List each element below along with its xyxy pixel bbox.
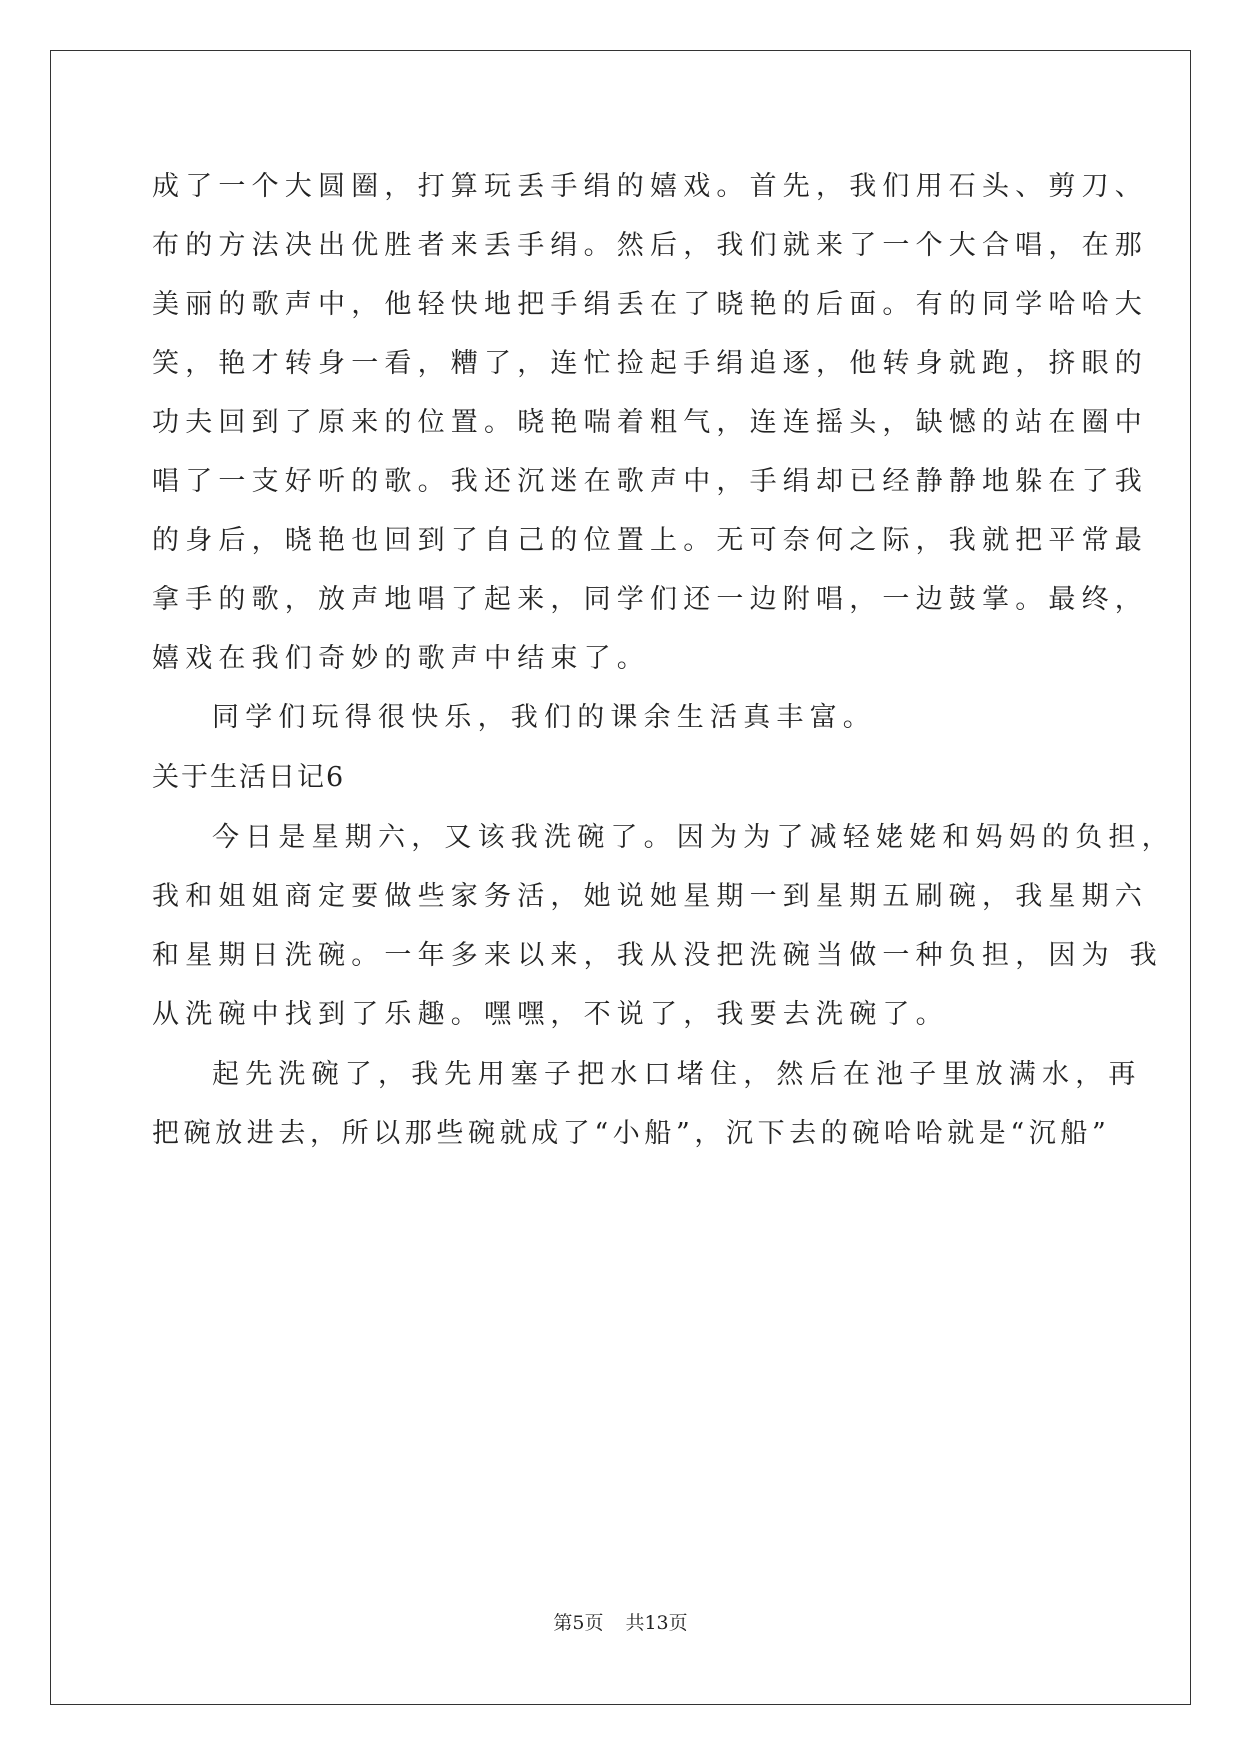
paragraph-line: 今日是星期六，又该我洗碗了。因为为了减轻姥姥和妈妈的负担，	[212, 822, 1175, 853]
paragraph-line: 唱了一支好听的歌。我还沉迷在歌声中，手绢却已经静静地躲在了我	[152, 466, 1148, 497]
section-heading: 关于生活日记6	[152, 762, 346, 793]
paragraph-line: 功夫回到了原来的位置。晓艳喘着粗气，连连摇头，缺憾的站在圈中	[152, 407, 1148, 438]
page-number: 第5页	[553, 1612, 604, 1634]
paragraph-line: 笑，艳才转身一看，糟了，连忙捡起手绢追逐，他转身就跑，挤眼的	[152, 348, 1148, 379]
paragraph-line: 成了一个大圆圈，打算玩丢手绢的嬉戏。首先，我们用石头、剪刀、	[152, 171, 1148, 202]
paragraph-line: 拿手的歌，放声地唱了起来，同学们还一边附唱，一边鼓掌。最终，	[152, 584, 1148, 615]
paragraph-line: 我和姐姐商定要做些家务活，她说她星期一到星期五刷碗，我星期六	[152, 881, 1148, 912]
paragraph-line: 同学们玩得很快乐，我们的课余生活真丰富。	[212, 702, 876, 733]
paragraph-line: 的身后，晓艳也回到了自己的位置上。无可奈何之际，我就把平常最	[152, 525, 1148, 556]
paragraph-line: 把碗放进去，所以那些碗就成了“小船”，沉下去的碗哈哈就是“沉船”	[152, 1118, 1111, 1149]
paragraph-line: 美丽的歌声中，他轻快地把手绢丢在了晓艳的后面。有的同学哈哈大	[152, 289, 1148, 320]
paragraph-line: 起先洗碗了，我先用塞子把水口堵住，然后在池子里放满水，再	[212, 1059, 1142, 1090]
paragraph-line: 嬉戏在我们奇妙的歌声中结束了。	[152, 643, 650, 674]
paragraph-line: 布的方法决出优胜者来丢手绢。然后，我们就来了一个大合唱，在那	[152, 230, 1148, 261]
page-total: 共13页	[625, 1612, 688, 1634]
paragraph-line: 从洗碗中找到了乐趣。嘿嘿，不说了，我要去洗碗了。	[152, 999, 949, 1030]
page-footer	[0, 1611, 1241, 1635]
paragraph-line: 和星期日洗碗。一年多来以来，我从没把洗碗当做一种负担，因为 我	[152, 940, 1163, 971]
